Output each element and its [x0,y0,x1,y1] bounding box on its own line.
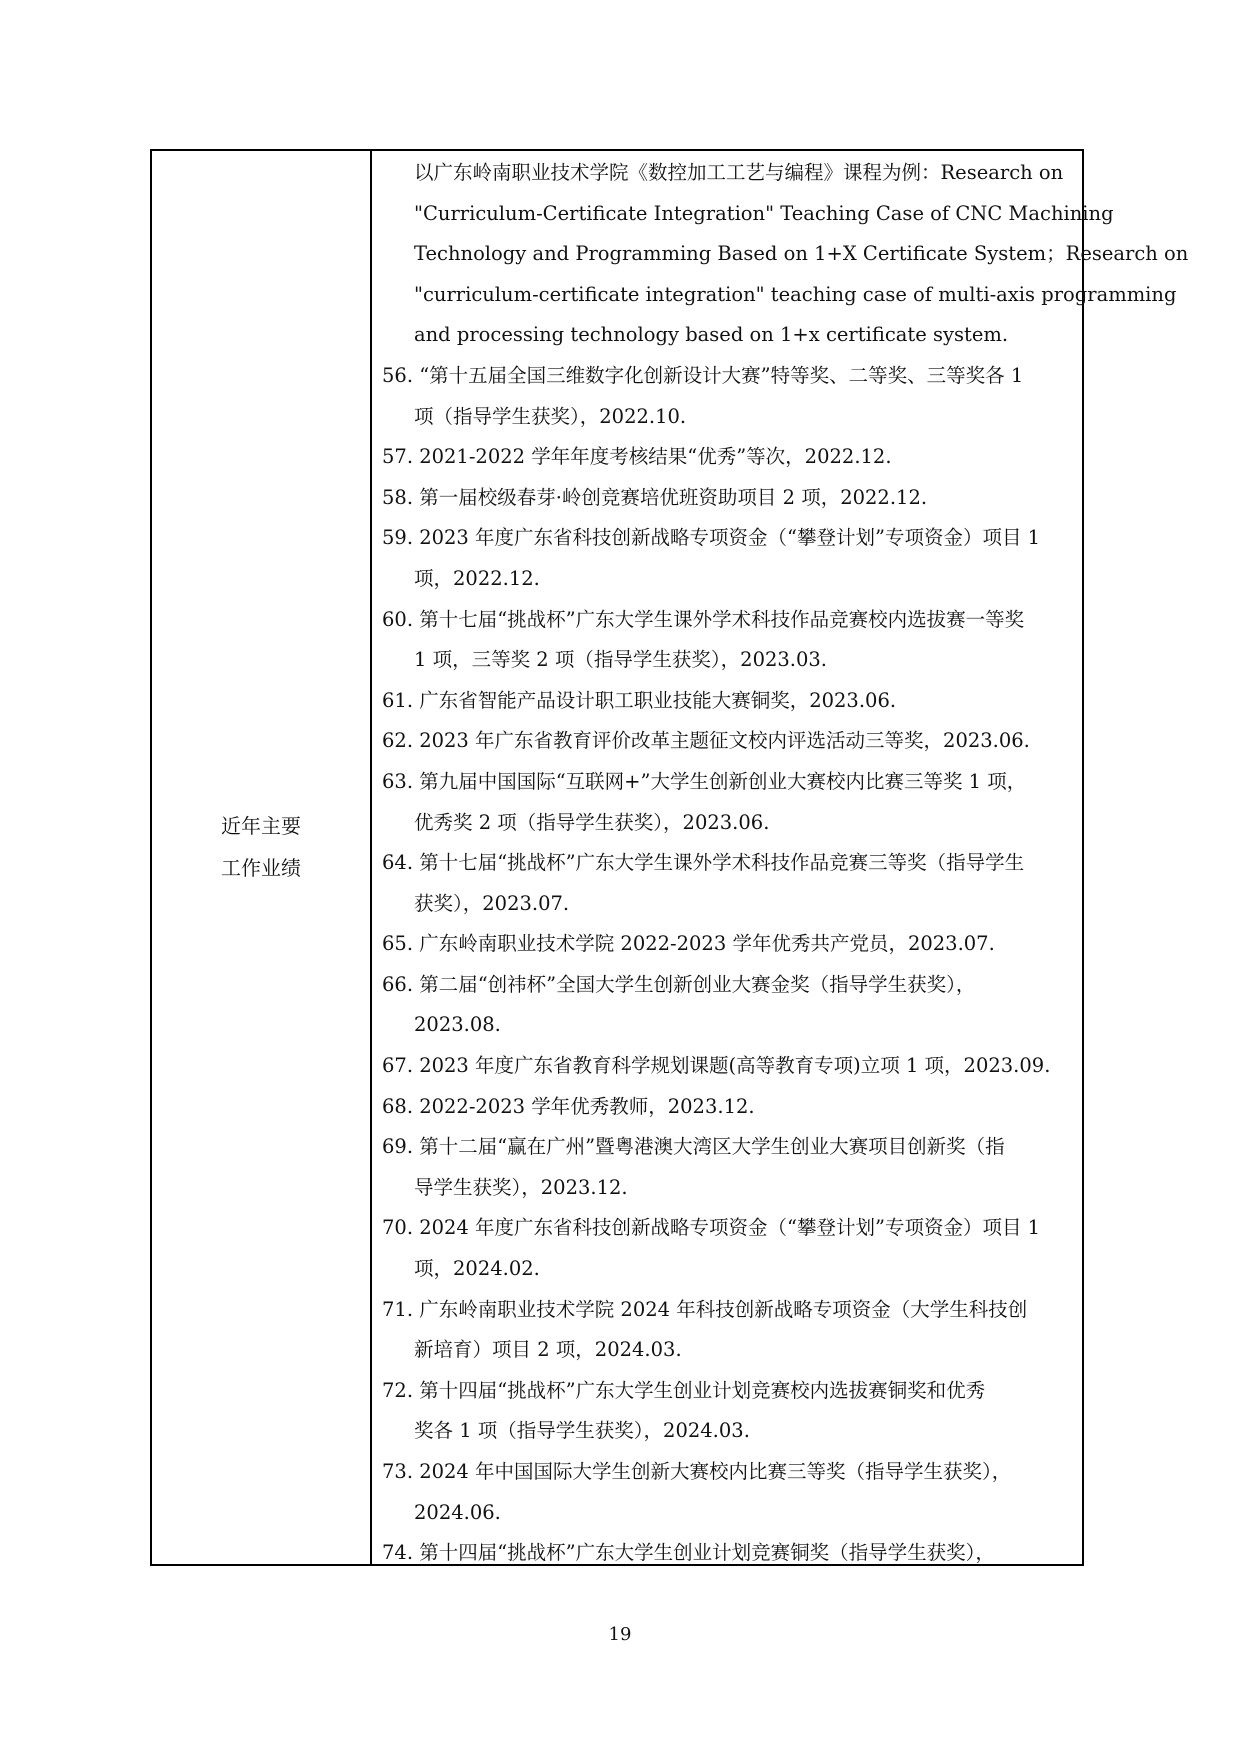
list-item-line: 1 项，三等奖 2 项（指导学生获奖），2023.03. [414,648,827,672]
list-item [382,356,1072,437]
list-item-line: 70. 2024 年度广东省科技创新战略专项资金（“攀登计划”专项资金）项目 1 [382,1216,1041,1240]
achievements-table [150,149,1189,1566]
row-label [152,805,370,889]
list-item-line: 2024.06. [414,1500,501,1524]
continuation-line: "curriculum-certificate integration" teaching case of multi-axis programming [414,282,1177,306]
list-item [382,965,1072,1046]
list-item-line: 项（指导学生获奖），2022.10. [414,404,687,428]
list-item-line: 项，2022.12. [414,566,540,590]
list-item [382,518,1072,599]
list-item [382,681,1072,722]
list-item [382,721,1072,762]
list-item-line: 69. 第十二届“赢在广州”暨粤港澳大湾区大学生创业大赛项目创新奖（指 [382,1135,1005,1159]
list-item [382,478,1072,519]
list-item-line: 导学生获奖），2023.12. [414,1175,628,1199]
continuation-line: and processing technology based on 1+x certificate system. [414,323,1009,347]
list-item-line: 60. 第十七届“挑战杯”广东大学生课外学术科技作品竞赛校内选拔赛一等奖 [382,607,1025,631]
list-item [382,1533,1072,1574]
row-label-line-1: 近年主要 [221,814,301,838]
list-item [382,1046,1072,1087]
list-item-line: 67. 2023 年度广东省教育科学规划课题(高等教育专项)立项 1 项，2023.09. [382,1054,1051,1078]
list-item-line: 68. 2022-2023 学年优秀教师，2023.12. [382,1094,755,1118]
list-item [382,600,1072,681]
list-item-line: 66. 第二届“创祎杯”全国大学生创新创业大赛金奖（指导学生获奖）， [382,972,976,996]
continuation-line: Technology and Programming Based on 1+X Certificate System；Research on [414,242,1189,266]
row-label-line-2: 工作业绩 [221,856,301,880]
list-item-line: 72. 第十四届“挑战杯”广东大学生创业计划竞赛校内选拔赛铜奖和优秀 [382,1378,986,1402]
list-item [382,1452,1072,1533]
list-item-line: 64. 第十七届“挑战杯”广东大学生课外学术科技作品竞赛三等奖（指导学生 [382,851,1025,875]
list-item-line: 65. 广东岭南职业技术学院 2022-2023 学年优秀共产党员，2023.07. [382,932,995,956]
list-item [382,924,1072,965]
list-item-line: 74. 第十四届“挑战杯”广东大学生创业计划竞赛铜奖（指导学生获奖）， [382,1541,995,1565]
list-item-line: 2023.08. [414,1013,501,1037]
list-item [382,1208,1072,1289]
list-item-line: 61. 广东省智能产品设计职工职业技能大赛铜奖，2023.06. [382,688,897,712]
continuation-line: "Curriculum-Certificate Integration" Teaching Case of CNC Machining [414,201,1114,225]
list-item-line: 项，2024.02. [414,1257,540,1281]
list-item-line: 63. 第九届中国国际“互联网+”大学生创新创业大赛校内比赛三等奖 1 项， [382,769,1027,793]
list-item [382,1290,1072,1371]
list-item [382,1087,1072,1128]
page-number: 19 [608,1624,632,1645]
continuation-line: 以广东岭南职业技术学院《数控加工工艺与编程》课程为例：Research on [414,161,1064,184]
list-item [382,762,1072,843]
list-item [382,1371,1072,1452]
list-item-line: 奖各 1 项（指导学生获奖），2024.03. [414,1419,750,1443]
list-item [382,1127,1072,1208]
list-item-line: 新培育）项目 2 项，2024.03. [414,1338,682,1362]
achievements-list [382,153,1189,1574]
list-item [382,437,1072,478]
column-divider [370,151,372,1564]
list-item-line: 获奖），2023.07. [414,891,570,915]
list-item-line: 62. 2023 年广东省教育评价改革主题征文校内评选活动三等奖，2023.06. [382,729,1030,753]
list-item-line: 57. 2021-2022 学年年度考核结果“优秀”等次，2022.12. [382,445,892,469]
list-item-line: 73. 2024 年中国国际大学生创新大赛校内比赛三等奖（指导学生获奖）， [382,1460,1012,1483]
list-item-line: 优秀奖 2 项（指导学生获奖），2023.06. [414,810,770,834]
list-item-line: 58. 第一届校级春芽·岭创竞赛培优班资助项目 2 项，2022.12. [382,485,928,509]
list-item-line: 59. 2023 年度广东省科技创新战略专项资金（“攀登计划”专项资金）项目 1 [382,526,1041,550]
list-item [382,843,1072,924]
list-item-line: 56. “第十五届全国三维数字化创新设计大赛”特等奖、二等奖、三等奖各 1 [382,363,1024,387]
list-item-line: 71. 广东岭南职业技术学院 2024 年科技创新战略专项资金（大学生科技创 [382,1297,1028,1321]
